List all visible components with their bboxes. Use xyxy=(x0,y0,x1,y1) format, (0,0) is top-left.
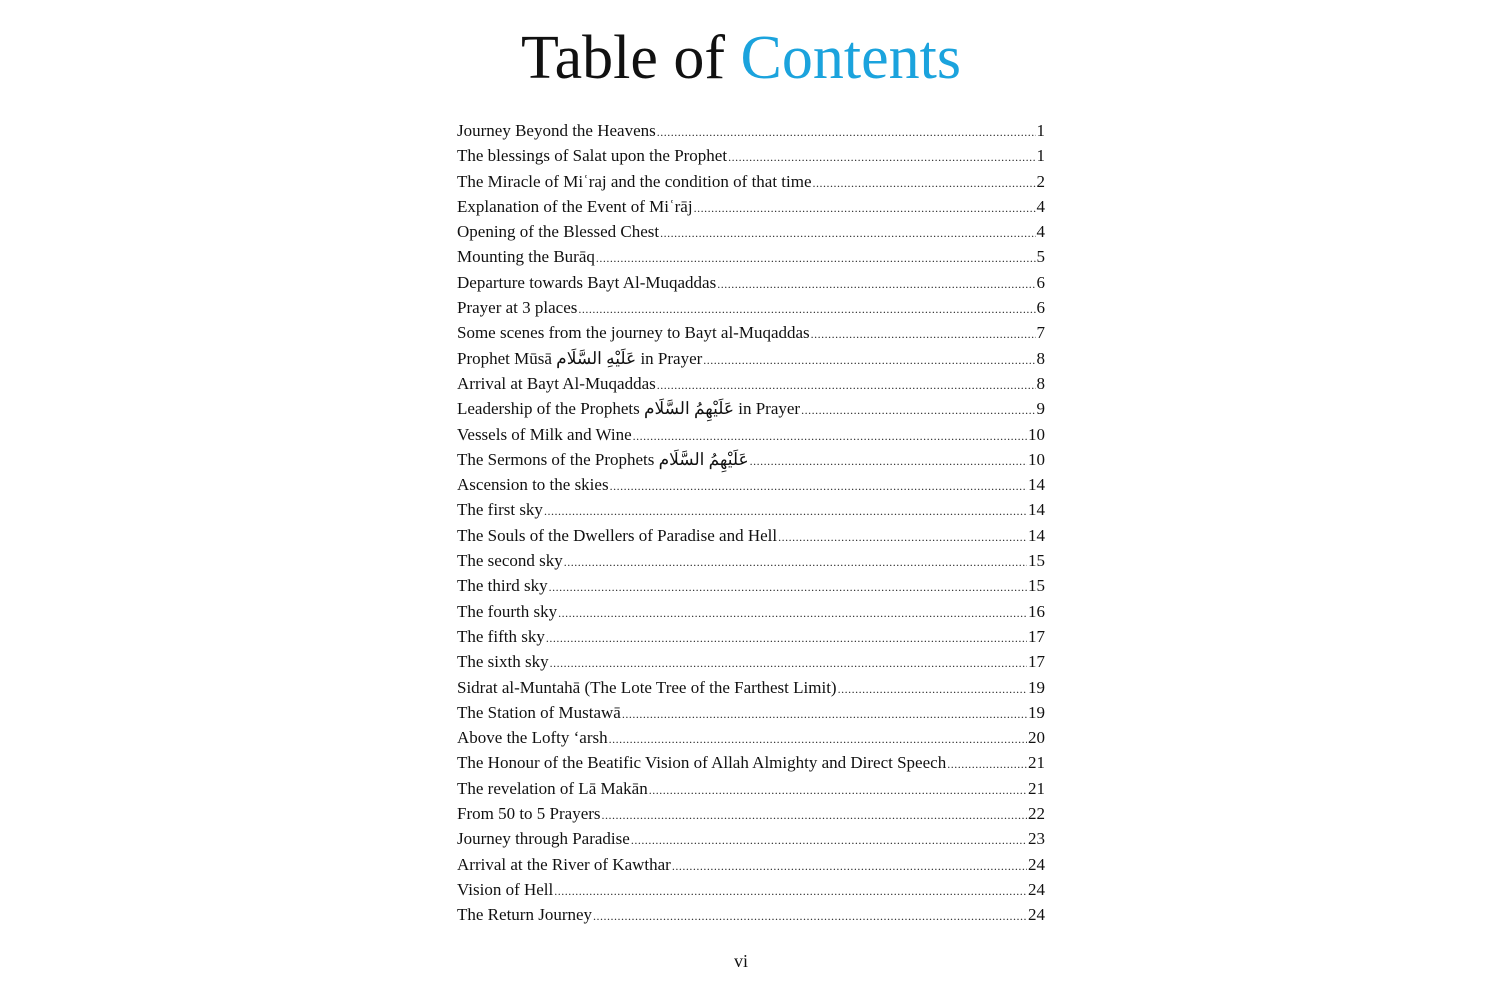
toc-entry-title: The Sermons of the Prophets عَلَيْهِمُ السَّلَام xyxy=(457,449,749,469)
toc-entry-title: Arrival at Bayt Al-Muqaddas xyxy=(457,373,656,393)
toc-entry[interactable] xyxy=(457,852,1045,877)
toc-dot-leader xyxy=(631,828,1027,853)
toc-dot-leader xyxy=(633,424,1027,449)
toc-entry-title: The Miracle of Miʿraj and the condition of that time xyxy=(457,171,812,191)
toc-dot-leader xyxy=(811,322,1036,347)
toc-entry[interactable] xyxy=(457,219,1045,244)
toc-entry-title: The revelation of Lā Makān xyxy=(457,778,648,798)
page-title-accent: Contents xyxy=(740,24,961,92)
toc-entry-title: Vision of Hell xyxy=(457,879,554,899)
toc-dot-leader xyxy=(672,854,1027,879)
toc-entry[interactable] xyxy=(457,776,1045,801)
toc-dot-leader xyxy=(609,727,1027,752)
page-title-part1: Table of xyxy=(521,24,741,92)
toc-dot-leader xyxy=(622,702,1027,727)
toc-entry-title: The fifth sky xyxy=(457,626,545,646)
toc-entry-page: 20 xyxy=(1028,728,1045,748)
toc-entry[interactable] xyxy=(457,169,1045,194)
toc-dot-leader xyxy=(717,272,1035,297)
toc-entry[interactable] xyxy=(457,371,1045,396)
toc-entry-page: 5 xyxy=(1036,247,1045,267)
toc-entry-title: The Souls of the Dwellers of Paradise and Hell xyxy=(457,525,778,545)
toc-entry-title: The sixth sky xyxy=(457,652,549,672)
toc-entry[interactable] xyxy=(457,497,1045,522)
toc-entry-page: 24 xyxy=(1028,905,1045,925)
toc-entry-page: 14 xyxy=(1028,525,1045,545)
toc-entry-title: Journey through Paradise xyxy=(457,829,630,849)
toc-dot-leader xyxy=(649,778,1027,803)
toc-dot-leader xyxy=(657,120,1036,145)
toc-dot-leader xyxy=(813,171,1036,196)
toc-entry-title: Some scenes from the journey to Bayt al-Muqaddas xyxy=(457,323,810,343)
toc-entry-title: Ascension to the skies xyxy=(457,475,609,495)
toc-entry-title: Journey Beyond the Heavens xyxy=(457,121,656,140)
toc-entry[interactable] xyxy=(457,725,1045,750)
toc-dot-leader xyxy=(549,575,1027,600)
toc-entry-title: The Honour of the Beatific Vision of Allah Almighty and Direct Speech xyxy=(457,753,947,773)
toc-entry[interactable] xyxy=(457,902,1045,927)
table-of-contents xyxy=(457,118,1045,928)
toc-dot-leader xyxy=(660,221,1035,246)
toc-entry-title: Above the Lofty ‘arsh xyxy=(457,728,608,748)
toc-entry[interactable] xyxy=(457,548,1045,573)
toc-dot-leader xyxy=(610,474,1027,499)
toc-dot-leader xyxy=(750,449,1027,474)
toc-entry[interactable] xyxy=(457,422,1045,447)
toc-entry-page: 19 xyxy=(1028,702,1045,722)
toc-dot-leader xyxy=(694,196,1036,221)
toc-entry-title: The Return Journey xyxy=(457,905,593,925)
toc-entry[interactable] xyxy=(457,523,1045,548)
toc-entry-title: The Station of Mustawā xyxy=(457,702,621,722)
toc-entry[interactable] xyxy=(457,700,1045,725)
toc-dot-leader xyxy=(564,550,1027,575)
toc-entry-title: Arrival at the River of Kawthar xyxy=(457,854,671,874)
toc-dot-leader xyxy=(602,803,1027,828)
toc-entry-page: 8 xyxy=(1036,373,1045,393)
toc-dot-leader xyxy=(596,246,1036,271)
toc-dot-leader xyxy=(550,651,1027,676)
toc-entry[interactable] xyxy=(457,118,1045,143)
toc-dot-leader xyxy=(546,626,1027,651)
toc-entry[interactable] xyxy=(457,447,1045,472)
toc-entry[interactable] xyxy=(457,472,1045,497)
page-title xyxy=(0,22,1482,94)
toc-dot-leader xyxy=(544,499,1027,524)
toc-entry-title: Explanation of the Event of Miʿrāj xyxy=(457,196,693,216)
toc-entry-title: The third sky xyxy=(457,576,548,596)
toc-entry-page: 2 xyxy=(1036,171,1045,191)
toc-dot-leader xyxy=(657,373,1036,398)
toc-entry-page: 15 xyxy=(1028,576,1045,596)
toc-entry-title: Prayer at 3 places xyxy=(457,298,578,318)
toc-dot-leader xyxy=(558,601,1027,626)
toc-entry-title: Vessels of Milk and Wine xyxy=(457,424,632,444)
toc-entry-page: 1 xyxy=(1036,121,1045,140)
toc-entry-title: Opening of the Blessed Chest xyxy=(457,222,660,242)
toc-dot-leader xyxy=(593,904,1027,929)
toc-dot-leader xyxy=(554,879,1027,904)
toc-entry[interactable] xyxy=(457,320,1045,345)
toc-entry-page: 10 xyxy=(1028,449,1045,469)
toc-dot-leader xyxy=(801,398,1035,423)
toc-entry-page: 1 xyxy=(1036,146,1045,166)
toc-entry[interactable] xyxy=(457,877,1045,902)
toc-entry[interactable] xyxy=(457,599,1045,624)
toc-entry[interactable] xyxy=(457,649,1045,674)
toc-entry[interactable] xyxy=(457,750,1045,775)
toc-entry[interactable] xyxy=(457,624,1045,649)
toc-entry[interactable] xyxy=(457,826,1045,851)
toc-entry-page: 8 xyxy=(1036,348,1045,368)
toc-entry-page: 6 xyxy=(1036,298,1045,318)
toc-entry-page: 17 xyxy=(1028,626,1045,646)
toc-entry-page: 9 xyxy=(1036,399,1045,419)
toc-entry-page: 21 xyxy=(1028,753,1045,773)
toc-entry-title: Departure towards Bayt Al-Muqaddas xyxy=(457,272,717,292)
toc-entry-title: Mounting the Burāq xyxy=(457,247,595,267)
toc-entry-page: 6 xyxy=(1036,272,1045,292)
toc-dot-leader xyxy=(778,525,1027,550)
toc-entry-page: 21 xyxy=(1028,778,1045,798)
toc-entry[interactable] xyxy=(457,143,1045,168)
toc-entry-title: The blessings of Salat upon the Prophet xyxy=(457,146,728,166)
toc-entry[interactable] xyxy=(457,194,1045,219)
toc-dot-leader xyxy=(947,752,1027,777)
toc-entry-page: 15 xyxy=(1028,551,1045,571)
toc-entry-page: 4 xyxy=(1036,222,1045,242)
toc-entry-page: 17 xyxy=(1028,652,1045,672)
toc-dot-leader xyxy=(728,145,1035,170)
toc-entry-title: The second sky xyxy=(457,551,563,571)
toc-entry-title: From 50 to 5 Prayers xyxy=(457,804,601,824)
toc-entry[interactable] xyxy=(457,801,1045,826)
toc-entry-title: Prophet Mūsā عَلَيْهِ السَّلَام in Prayer xyxy=(457,348,703,368)
toc-entry-page: 14 xyxy=(1028,500,1045,520)
toc-entry[interactable] xyxy=(457,244,1045,269)
toc-dot-leader xyxy=(578,297,1035,322)
page-number: vi xyxy=(733,951,748,971)
toc-entry-page: 10 xyxy=(1028,424,1045,444)
toc-entry[interactable] xyxy=(457,573,1045,598)
toc-entry-page: 16 xyxy=(1028,601,1045,621)
toc-entry-title: The fourth sky xyxy=(457,601,558,621)
toc-entry[interactable] xyxy=(457,675,1045,700)
toc-entry-page: 14 xyxy=(1028,475,1045,495)
toc-entry[interactable] xyxy=(457,396,1045,421)
toc-entry[interactable] xyxy=(457,270,1045,295)
toc-entry-page: 24 xyxy=(1028,879,1045,899)
toc-entry-page: 22 xyxy=(1028,804,1045,824)
toc-entry-page: 7 xyxy=(1036,323,1045,343)
toc-dot-leader xyxy=(703,348,1035,373)
toc-entry-page: 4 xyxy=(1036,196,1045,216)
toc-entry[interactable] xyxy=(457,295,1045,320)
toc-entry-title: Sidrat al-Muntahā (The Lote Tree of the Farthest Limit) xyxy=(457,677,837,697)
toc-entry[interactable] xyxy=(457,346,1045,371)
toc-entry-title: The first sky xyxy=(457,500,543,520)
toc-dot-leader xyxy=(838,677,1027,702)
toc-entry-page: 23 xyxy=(1028,829,1045,849)
toc-entry-title: Leadership of the Prophets عَلَيْهِمُ السَّلَام in Prayer xyxy=(457,399,801,419)
toc-entry-page: 19 xyxy=(1028,677,1045,697)
toc-entry-page: 24 xyxy=(1028,854,1045,874)
